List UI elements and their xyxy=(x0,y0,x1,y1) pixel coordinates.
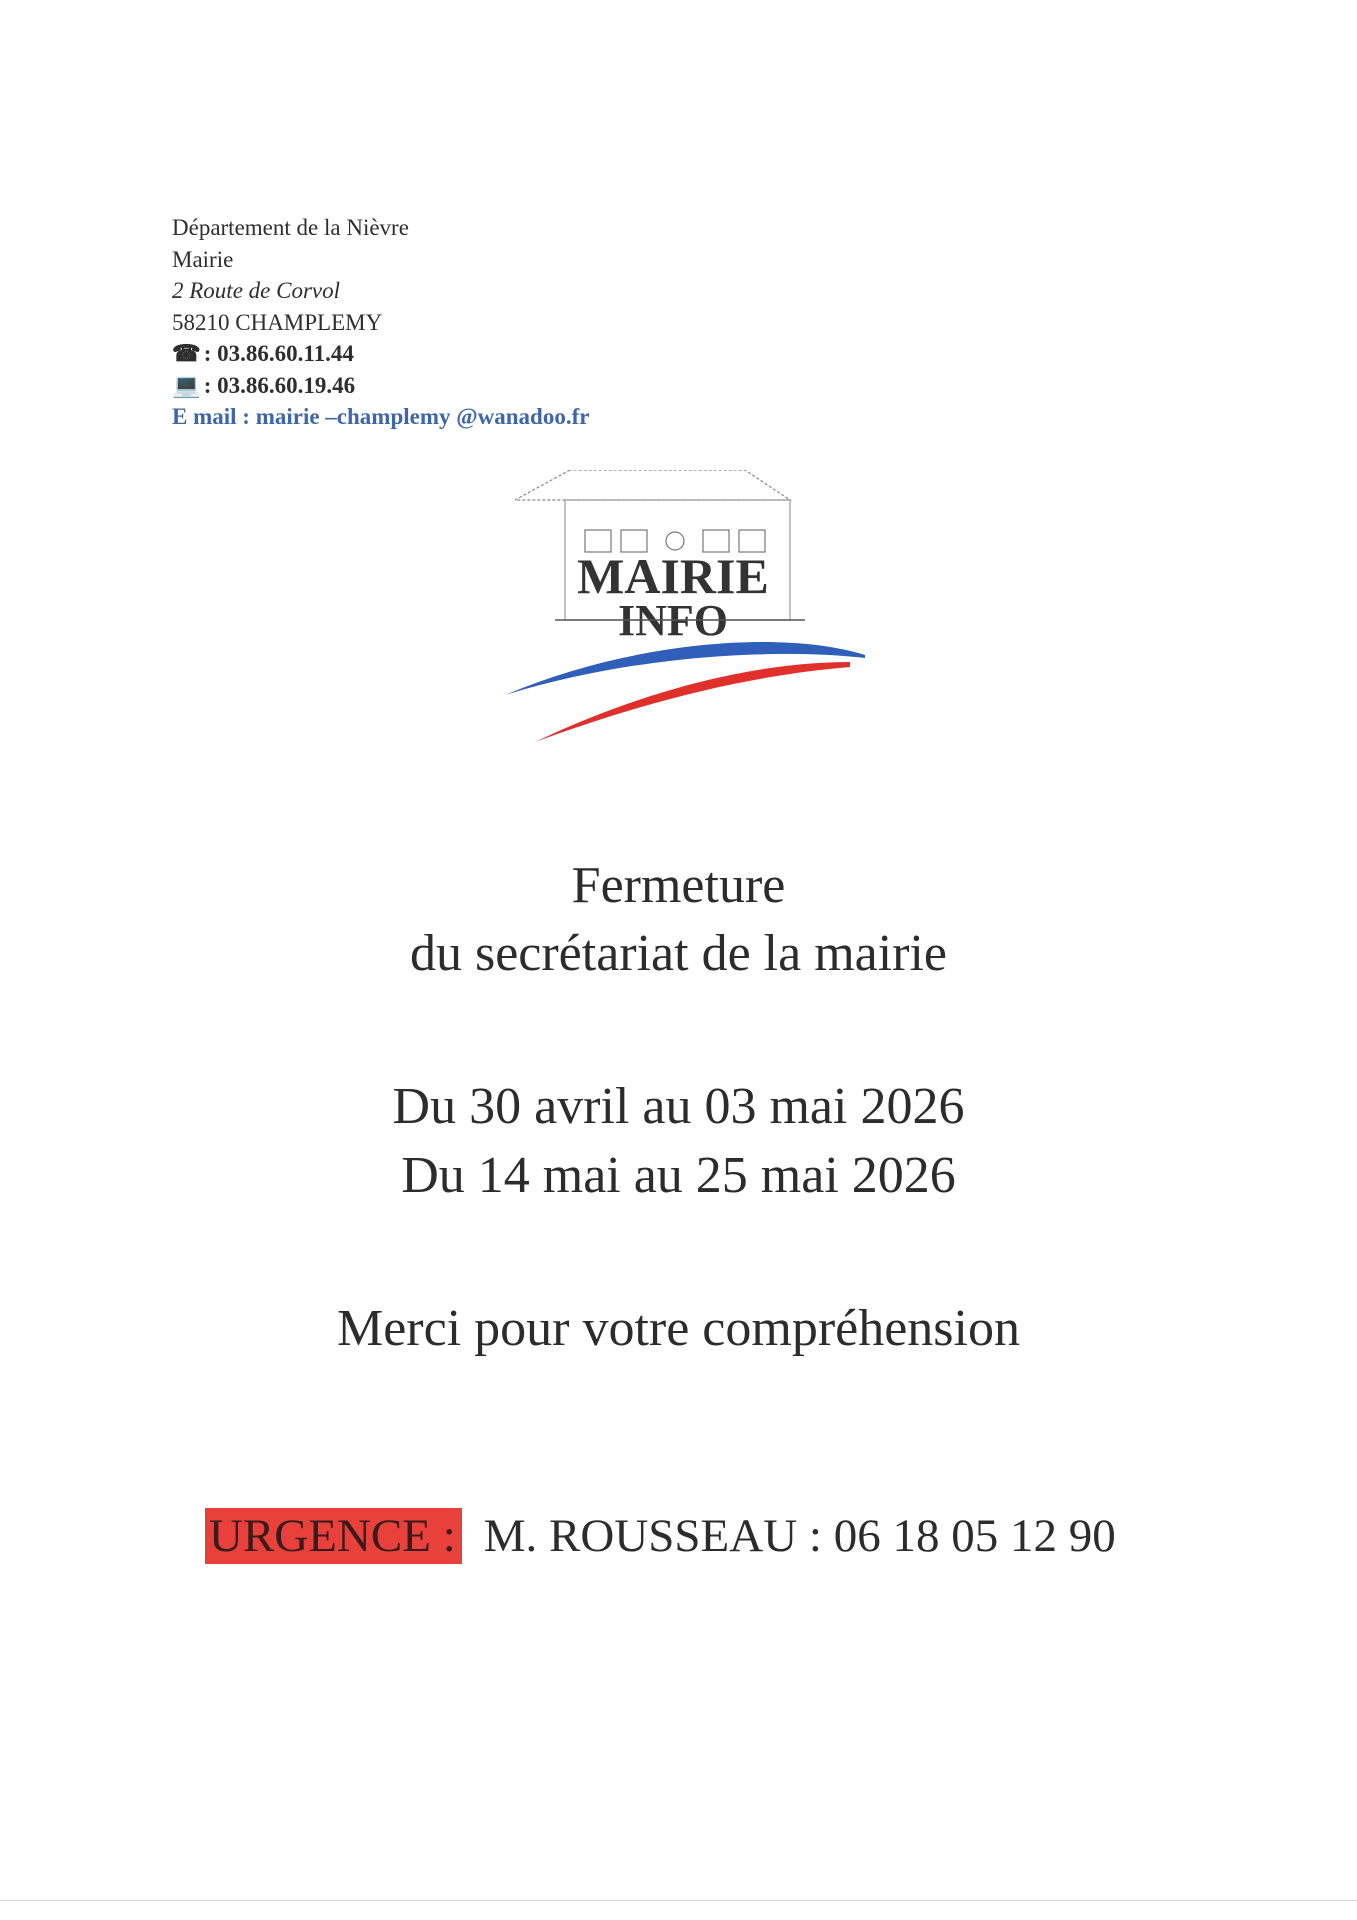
fax-line xyxy=(172,370,589,402)
logo-text-info: INFO xyxy=(618,596,728,645)
computer-icon: 💻 xyxy=(172,372,201,398)
logo-text-mairie: MAIRIE xyxy=(577,548,769,604)
roof-shape xyxy=(515,470,790,500)
emergency-contact: M. ROUSSEAU : 06 18 05 12 90 xyxy=(483,1510,1116,1562)
phone-line xyxy=(172,338,589,370)
thanks-line: Merci pour votre compréhension xyxy=(336,1300,1020,1357)
notice-title-line1: Fermeture xyxy=(571,857,786,914)
address-line: 2 Route de Corvol xyxy=(172,278,340,303)
closure-period-2: Du 14 mai au 25 mai 2026 xyxy=(401,1147,956,1204)
urgence-badge: URGENCE : xyxy=(205,1508,462,1564)
notice-title-line2: du secrétariat de la mairie xyxy=(409,925,948,982)
emergency-contact-row xyxy=(205,1507,1116,1565)
postal-city-line: 58210 CHAMPLEMY xyxy=(172,309,383,335)
closure-period-1: Du 30 avril au 03 mai 2026 xyxy=(392,1078,965,1135)
fax-number: : 03.86.60.19.46 xyxy=(198,372,356,398)
department-line: Département de la Nièvre xyxy=(172,215,409,240)
page-bottom-rule xyxy=(0,1900,1357,1901)
telephone-icon: ☎ xyxy=(172,341,201,366)
phone-number: : 03.86.60.11.44 xyxy=(198,341,354,366)
email-line: E mail : mairie –champlemy @wanadoo.fr xyxy=(172,404,590,429)
mairie-info-logo xyxy=(495,470,875,760)
letterhead xyxy=(172,212,589,433)
office-line: Mairie xyxy=(172,246,234,272)
